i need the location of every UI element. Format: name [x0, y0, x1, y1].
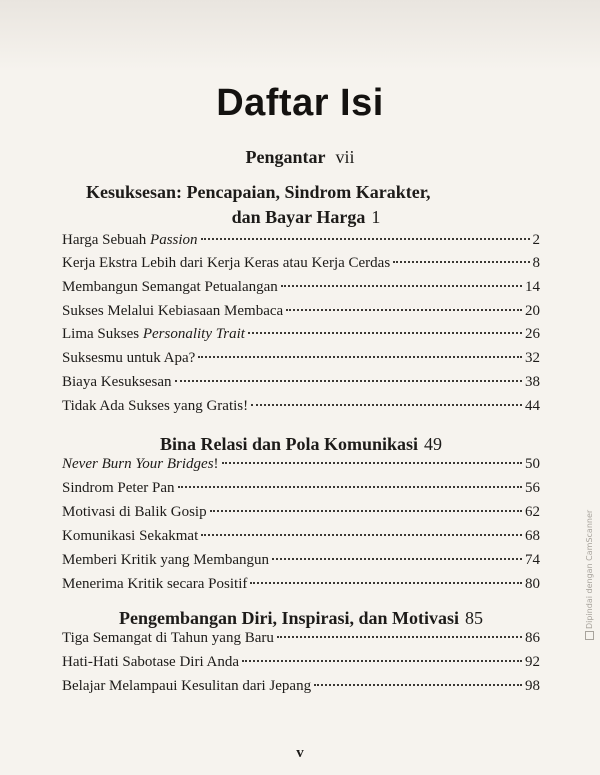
toc-entry[interactable]: [62, 528, 540, 550]
toc-entry[interactable]: [62, 326, 540, 348]
entry-page: 2: [532, 232, 540, 248]
toc-entry[interactable]: [62, 678, 540, 700]
toc-entry[interactable]: [62, 232, 540, 254]
entry-page: 56: [525, 480, 540, 496]
leader-dots: [277, 636, 522, 638]
entry-label: Kerja Ekstra Lebih dari Kerja Keras atau Kerja Cerdas: [62, 255, 391, 271]
entry-label: Tidak Ada Sukses yang Gratis!: [62, 398, 249, 414]
pengantar-entry[interactable]: [0, 147, 600, 168]
pengantar-label: Pengantar: [245, 147, 326, 167]
entry-page: 26: [525, 326, 540, 342]
entry-label: Biaya Kesuksesan: [62, 374, 172, 390]
entry-page: 14: [525, 279, 540, 295]
entry-label-italic: Passion: [150, 232, 198, 248]
toc-entry[interactable]: [62, 303, 540, 325]
leader-dots: [250, 582, 522, 584]
leader-dots: [175, 380, 522, 382]
entry-label: Harga Sebuah: [62, 232, 151, 248]
section-title-pengembangan-diri[interactable]: [62, 606, 540, 631]
leader-dots: [286, 309, 522, 311]
leader-dots: [178, 486, 523, 488]
section-title-line: dan Bayar Harga: [231, 207, 366, 227]
camscanner-icon: [585, 631, 594, 640]
toc-entry[interactable]: [62, 552, 540, 574]
toc-entry[interactable]: [62, 504, 540, 526]
watermark-text: Dipindai dengan CamScanner: [585, 509, 594, 629]
leader-dots: [201, 534, 522, 536]
toc-entry[interactable]: [62, 398, 540, 420]
entry-page: 20: [525, 303, 540, 319]
pengantar-page: vii: [335, 147, 355, 167]
toc-entry[interactable]: [62, 654, 540, 676]
entry-label: Sindrom Peter Pan: [62, 480, 175, 496]
entry-label: Tiga Semangat di Tahun yang Baru: [62, 630, 274, 646]
leader-dots: [251, 404, 522, 406]
leader-dots: [272, 558, 522, 560]
entry-page: 92: [525, 654, 540, 670]
toc-entry[interactable]: [62, 350, 540, 372]
entry-page: 80: [525, 576, 540, 592]
leader-dots: [222, 462, 522, 464]
entry-label: Komunikasi Sekakmat: [62, 528, 199, 544]
section-title-line: Bina Relasi dan Pola Komunikasi: [159, 434, 419, 454]
leader-dots: [210, 510, 522, 512]
toc-entry[interactable]: [62, 480, 540, 502]
entry-page: 8: [532, 255, 540, 271]
entry-page: 62: [525, 504, 540, 520]
entry-label-italic: Never Burn Your Bridges: [62, 456, 214, 472]
entry-label: Membangun Semangat Petualangan: [62, 279, 278, 295]
toc-entry[interactable]: [62, 630, 540, 652]
section-title-kesuksesan[interactable]: [86, 180, 526, 230]
entry-page: 86: [525, 630, 540, 646]
entry-label: Menerima Kritik secara Positif: [62, 576, 248, 592]
scanner-watermark: [585, 510, 594, 640]
entry-page: 32: [525, 350, 540, 366]
section-page: 49: [424, 434, 443, 454]
section-page: 1: [371, 207, 381, 227]
previous-page-bleed: [0, 0, 600, 70]
entry-page: 74: [525, 552, 540, 568]
leader-dots: [242, 660, 522, 662]
section-title-line: Kesuksesan: Pencapaian, Sindrom Karakter,: [86, 182, 431, 202]
toc-entry[interactable]: [62, 576, 540, 598]
entry-page: 50: [525, 456, 540, 472]
leader-dots: [201, 238, 530, 240]
entry-label: Memberi Kritik yang Membangun: [62, 552, 270, 568]
entry-label: Lima Sukses: [62, 326, 143, 342]
entry-page: 44: [525, 398, 540, 414]
entry-label: Motivasi di Balik Gosip: [62, 504, 207, 520]
section-title-line: Pengembangan Diri, Inspirasi, dan Motivasi: [118, 608, 460, 628]
toc-entry[interactable]: [62, 255, 540, 277]
leader-dots: [393, 261, 529, 263]
section-title-bina-relasi[interactable]: [62, 432, 540, 457]
leader-dots: [198, 356, 522, 358]
entry-page: 98: [525, 678, 540, 694]
entry-label: Belajar Melampaui Kesulitan dari Jepang: [62, 678, 312, 694]
entry-page: 68: [525, 528, 540, 544]
leader-dots: [281, 285, 522, 287]
toc-entry[interactable]: [62, 374, 540, 396]
entry-label: !: [213, 456, 219, 472]
entry-label: Sukses Melalui Kebiasaan Membaca: [62, 303, 284, 319]
entry-label: Hati-Hati Sabotase Diri Anda: [62, 654, 240, 670]
section-page: 85: [465, 608, 484, 628]
page-number: v: [296, 745, 304, 761]
leader-dots: [248, 332, 522, 334]
entry-label: Suksesmu untuk Apa?: [62, 350, 196, 366]
leader-dots: [314, 684, 522, 686]
toc-entry[interactable]: [62, 456, 540, 478]
entry-label-italic: Personality Trait: [142, 326, 245, 342]
page-title: Daftar Isi: [216, 82, 384, 124]
toc-entry[interactable]: [62, 279, 540, 301]
entry-page: 38: [525, 374, 540, 390]
